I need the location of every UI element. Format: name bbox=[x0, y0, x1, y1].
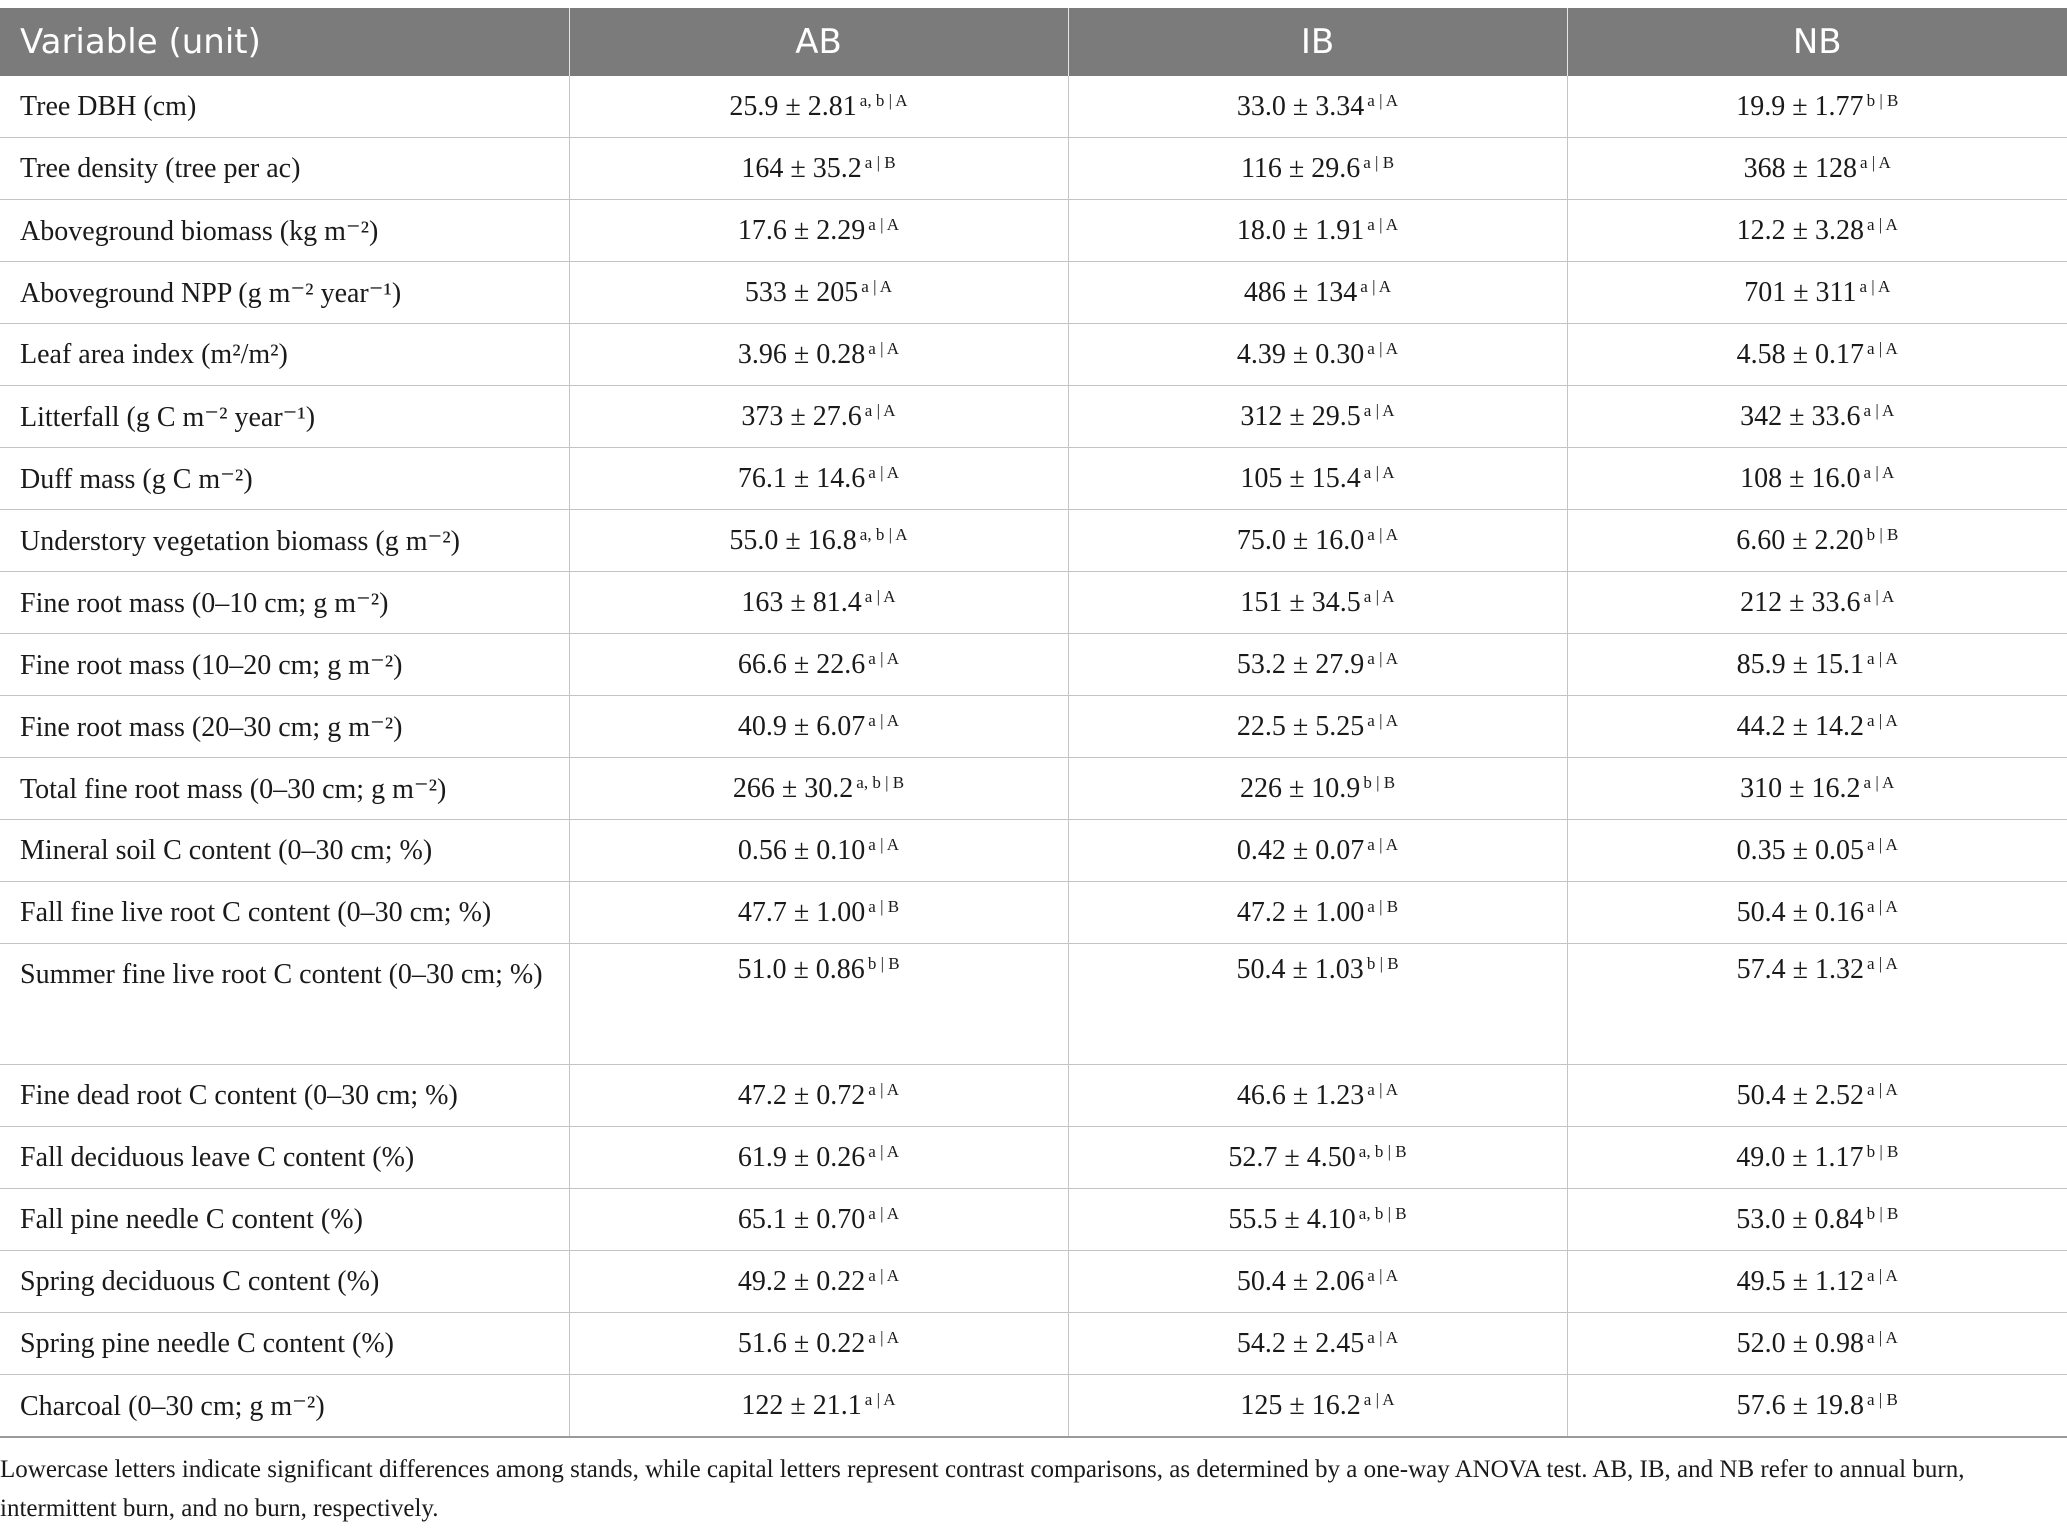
table-figure bbox=[0, 8, 2067, 1528]
significance-letters: a | A bbox=[868, 1327, 900, 1347]
cell-value: 49.0 ± 1.17 bbox=[1736, 1141, 1864, 1173]
cell-value: 4.58 ± 0.17 bbox=[1736, 338, 1865, 370]
significance-letters: a, b | A bbox=[859, 524, 908, 544]
table-row bbox=[0, 138, 2067, 200]
ib-cell bbox=[1068, 200, 1567, 262]
significance-letters: a | A bbox=[1859, 276, 1891, 296]
variable-cell: Summer fine live root C content (0–30 cm; %) bbox=[0, 944, 569, 1065]
table-row bbox=[0, 634, 2067, 696]
table-row bbox=[0, 1313, 2067, 1375]
ib-cell bbox=[1068, 76, 1567, 138]
variable-cell: Fall fine live root C content (0–30 cm; %) bbox=[0, 882, 569, 944]
ib-cell bbox=[1068, 882, 1567, 944]
ib-cell bbox=[1068, 448, 1567, 510]
significance-letters: a | A bbox=[1867, 1079, 1898, 1099]
cell-value: 52.0 ± 0.98 bbox=[1736, 1327, 1865, 1359]
ab-cell bbox=[569, 200, 1068, 262]
nb-cell bbox=[1567, 448, 2067, 510]
cell-value: 105 ± 15.4 bbox=[1240, 462, 1361, 494]
significance-letters: a | A bbox=[1367, 1327, 1399, 1347]
significance-letters: a | A bbox=[1367, 710, 1399, 730]
significance-letters: a | A bbox=[1367, 1265, 1399, 1285]
ib-cell bbox=[1068, 634, 1567, 696]
ib-cell bbox=[1068, 1189, 1567, 1251]
significance-letters: a | A bbox=[1863, 400, 1895, 420]
variable-cell: Tree density (tree per ac) bbox=[0, 138, 569, 200]
ib-cell bbox=[1068, 138, 1567, 200]
significance-letters: a | A bbox=[1363, 586, 1395, 606]
table-row bbox=[0, 758, 2067, 820]
significance-letters: a | A bbox=[1867, 1327, 1898, 1347]
nb-cell bbox=[1567, 1313, 2067, 1375]
table-row bbox=[0, 200, 2067, 262]
table-row bbox=[0, 76, 2067, 138]
variable-cell: Fall deciduous leave C content (%) bbox=[0, 1127, 569, 1189]
nb-cell bbox=[1567, 76, 2067, 138]
cell-value: 65.1 ± 0.70 bbox=[737, 1203, 866, 1235]
header-ib: IB bbox=[1068, 8, 1567, 76]
variable-cell: Aboveground NPP (g m⁻² year⁻¹) bbox=[0, 262, 569, 324]
table-row bbox=[0, 882, 2067, 944]
table-row bbox=[0, 448, 2067, 510]
cell-value: 53.0 ± 0.84 bbox=[1736, 1203, 1864, 1235]
significance-letters: a | A bbox=[1363, 1389, 1395, 1409]
ib-cell bbox=[1068, 1251, 1567, 1313]
ab-cell bbox=[569, 1251, 1068, 1313]
significance-letters: a, b | B bbox=[1358, 1203, 1407, 1223]
cell-value: 52.7 ± 4.50 bbox=[1228, 1141, 1356, 1173]
ib-cell bbox=[1068, 510, 1567, 572]
significance-letters: a | A bbox=[1867, 338, 1898, 358]
nb-cell bbox=[1567, 324, 2067, 386]
ab-cell bbox=[569, 1189, 1068, 1251]
variable-cell: Leaf area index (m²/m²) bbox=[0, 324, 569, 386]
significance-letters: a | A bbox=[1367, 90, 1399, 110]
ib-cell bbox=[1068, 386, 1567, 448]
nb-cell bbox=[1567, 138, 2067, 200]
nb-cell bbox=[1567, 386, 2067, 448]
nb-cell bbox=[1567, 262, 2067, 324]
significance-letters: a | A bbox=[1367, 648, 1399, 668]
ab-cell bbox=[569, 696, 1068, 758]
header-ab: AB bbox=[569, 8, 1068, 76]
variable-cell: Understory vegetation biomass (g m⁻²) bbox=[0, 510, 569, 572]
cell-value: 163 ± 81.4 bbox=[741, 586, 862, 618]
significance-letters: a | A bbox=[868, 1265, 900, 1285]
cell-value: 47.2 ± 1.00 bbox=[1236, 896, 1365, 928]
cell-value: 33.0 ± 3.34 bbox=[1236, 90, 1365, 122]
nb-cell bbox=[1567, 944, 2067, 1065]
cell-value: 50.4 ± 2.06 bbox=[1236, 1265, 1365, 1297]
table-row bbox=[0, 262, 2067, 324]
ab-cell bbox=[569, 262, 1068, 324]
cell-value: 368 ± 128 bbox=[1743, 152, 1858, 184]
cell-value: 49.2 ± 0.22 bbox=[737, 1265, 866, 1297]
significance-letters: b | B bbox=[1866, 524, 1899, 544]
significance-letters: a | A bbox=[1367, 1079, 1399, 1099]
significance-letters: a | B bbox=[868, 896, 900, 916]
variable-cell: Fine root mass (0–10 cm; g m⁻²) bbox=[0, 572, 569, 634]
significance-letters: a | A bbox=[1867, 648, 1898, 668]
nb-cell bbox=[1567, 820, 2067, 882]
ab-cell bbox=[569, 882, 1068, 944]
ab-cell bbox=[569, 634, 1068, 696]
variable-cell: Mineral soil C content (0–30 cm; %) bbox=[0, 820, 569, 882]
significance-letters: b | B bbox=[1866, 90, 1899, 110]
nb-cell bbox=[1567, 510, 2067, 572]
significance-letters: a | A bbox=[1363, 462, 1395, 482]
header-nb: NB bbox=[1567, 8, 2067, 76]
header-variable: Variable (unit) bbox=[0, 8, 569, 76]
significance-letters: a | A bbox=[868, 710, 900, 730]
ab-cell bbox=[569, 758, 1068, 820]
significance-letters: a | A bbox=[1360, 276, 1392, 296]
ab-cell bbox=[569, 76, 1068, 138]
cell-value: 85.9 ± 15.1 bbox=[1736, 648, 1865, 680]
significance-letters: a | A bbox=[1867, 214, 1898, 234]
cell-value: 312 ± 29.5 bbox=[1240, 400, 1361, 432]
table-header bbox=[0, 8, 2067, 76]
significance-letters: a | A bbox=[868, 1203, 900, 1223]
ab-cell bbox=[569, 1127, 1068, 1189]
cell-value: 57.6 ± 19.8 bbox=[1736, 1389, 1865, 1421]
cell-value: 46.6 ± 1.23 bbox=[1236, 1079, 1365, 1111]
cell-value: 49.5 ± 1.12 bbox=[1736, 1265, 1865, 1297]
significance-letters: a | A bbox=[861, 276, 893, 296]
cell-value: 57.4 ± 1.32 bbox=[1736, 954, 1865, 985]
significance-letters: a | A bbox=[868, 834, 900, 854]
ab-cell bbox=[569, 138, 1068, 200]
cell-value: 108 ± 16.0 bbox=[1740, 462, 1861, 494]
variable-cell: Total fine root mass (0–30 cm; g m⁻²) bbox=[0, 758, 569, 820]
table-footnote: Lowercase letters indicate significant differences among stands, while capital letters represent contrast comparisons, as determined by a one-way ANOVA test. AB, IB, and NB refer to annual burn, intermittent burn, and no burn, respectively. bbox=[0, 1456, 1965, 1522]
ab-cell bbox=[569, 510, 1068, 572]
cell-value: 25.9 ± 2.81 bbox=[729, 90, 857, 122]
significance-letters: a | A bbox=[868, 1141, 900, 1161]
significance-letters: b | B bbox=[1866, 1141, 1899, 1161]
significance-letters: a | A bbox=[864, 400, 896, 420]
ib-cell bbox=[1068, 324, 1567, 386]
ab-cell bbox=[569, 1375, 1068, 1438]
cell-value: 6.60 ± 2.20 bbox=[1736, 524, 1864, 556]
cell-value: 53.2 ± 27.9 bbox=[1236, 648, 1365, 680]
variable-cell: Aboveground biomass (kg m⁻²) bbox=[0, 200, 569, 262]
ib-cell bbox=[1068, 944, 1567, 1065]
cell-value: 3.96 ± 0.28 bbox=[737, 338, 866, 370]
cell-value: 0.35 ± 0.05 bbox=[1736, 834, 1865, 866]
cell-value: 266 ± 30.2 bbox=[732, 772, 854, 804]
cell-value: 50.4 ± 0.16 bbox=[1736, 896, 1865, 928]
ib-cell bbox=[1068, 1375, 1567, 1438]
significance-letters: a | A bbox=[1863, 462, 1895, 482]
cell-value: 51.6 ± 0.22 bbox=[737, 1327, 866, 1359]
cell-value: 50.4 ± 1.03 bbox=[1236, 954, 1364, 985]
significance-letters: a | A bbox=[868, 462, 900, 482]
significance-letters: a | B bbox=[1867, 1389, 1898, 1409]
cell-value: 342 ± 33.6 bbox=[1740, 400, 1861, 432]
significance-letters: a | A bbox=[1860, 152, 1891, 172]
nb-cell bbox=[1567, 572, 2067, 634]
ab-cell bbox=[569, 820, 1068, 882]
variable-cell: Duff mass (g C m⁻²) bbox=[0, 448, 569, 510]
significance-letters: a | B bbox=[864, 152, 896, 172]
significance-letters: a | A bbox=[1367, 524, 1399, 544]
cell-value: 151 ± 34.5 bbox=[1240, 586, 1361, 618]
significance-letters: a | A bbox=[1367, 214, 1399, 234]
variable-cell: Tree DBH (cm) bbox=[0, 76, 569, 138]
cell-value: 54.2 ± 2.45 bbox=[1236, 1327, 1365, 1359]
ab-cell bbox=[569, 944, 1068, 1065]
significance-letters: a | A bbox=[1367, 834, 1399, 854]
cell-value: 44.2 ± 14.2 bbox=[1736, 710, 1865, 742]
cell-value: 122 ± 21.1 bbox=[741, 1389, 862, 1421]
significance-letters: a | B bbox=[1367, 896, 1399, 916]
table-body bbox=[0, 76, 2067, 1437]
cell-value: 12.2 ± 3.28 bbox=[1736, 214, 1865, 246]
nb-cell bbox=[1567, 1189, 2067, 1251]
significance-letters: a, b | A bbox=[859, 90, 908, 110]
cell-value: 310 ± 16.2 bbox=[1740, 772, 1861, 804]
cell-value: 50.4 ± 2.52 bbox=[1736, 1079, 1865, 1111]
significance-letters: a | A bbox=[1863, 586, 1895, 606]
cell-value: 47.7 ± 1.00 bbox=[737, 896, 866, 928]
significance-letters: a | A bbox=[1867, 896, 1898, 916]
cell-value: 116 ± 29.6 bbox=[1240, 152, 1361, 184]
table-row bbox=[0, 324, 2067, 386]
significance-letters: a | B bbox=[1363, 152, 1395, 172]
table-row bbox=[0, 944, 2067, 1065]
significance-letters: a | A bbox=[1363, 400, 1395, 420]
significance-letters: b | B bbox=[1363, 772, 1396, 792]
ib-cell bbox=[1068, 262, 1567, 324]
significance-letters: a | A bbox=[1867, 954, 1898, 973]
table-row bbox=[0, 1189, 2067, 1251]
significance-letters: a | A bbox=[868, 338, 900, 358]
ib-cell bbox=[1068, 572, 1567, 634]
cell-value: 125 ± 16.2 bbox=[1240, 1389, 1361, 1421]
significance-letters: b | B bbox=[867, 954, 900, 973]
table-row bbox=[0, 1127, 2067, 1189]
nb-cell bbox=[1567, 758, 2067, 820]
table-row bbox=[0, 1065, 2067, 1127]
table-row bbox=[0, 1375, 2067, 1438]
variable-cell: Spring pine needle C content (%) bbox=[0, 1313, 569, 1375]
cell-value: 4.39 ± 0.30 bbox=[1236, 338, 1365, 370]
significance-letters: a | A bbox=[1367, 338, 1399, 358]
variable-cell: Charcoal (0–30 cm; g m⁻²) bbox=[0, 1375, 569, 1438]
cell-value: 17.6 ± 2.29 bbox=[737, 214, 866, 246]
table-row bbox=[0, 386, 2067, 448]
cell-value: 533 ± 205 bbox=[744, 276, 859, 308]
cell-value: 75.0 ± 16.0 bbox=[1236, 524, 1365, 556]
nb-cell bbox=[1567, 634, 2067, 696]
significance-letters: a | A bbox=[864, 586, 896, 606]
variable-cell: Fine dead root C content (0–30 cm; %) bbox=[0, 1065, 569, 1127]
nb-cell bbox=[1567, 1375, 2067, 1438]
cell-value: 55.5 ± 4.10 bbox=[1228, 1203, 1356, 1235]
cell-value: 76.1 ± 14.6 bbox=[737, 462, 866, 494]
cell-value: 66.6 ± 22.6 bbox=[737, 648, 866, 680]
cell-value: 212 ± 33.6 bbox=[1740, 586, 1861, 618]
variable-cell: Spring deciduous C content (%) bbox=[0, 1251, 569, 1313]
nb-cell bbox=[1567, 1065, 2067, 1127]
ib-cell bbox=[1068, 1065, 1567, 1127]
table-row bbox=[0, 696, 2067, 758]
cell-value: 486 ± 134 bbox=[1243, 276, 1358, 308]
ab-cell bbox=[569, 386, 1068, 448]
cell-value: 61.9 ± 0.26 bbox=[737, 1141, 866, 1173]
cell-value: 55.0 ± 16.8 bbox=[729, 524, 857, 556]
header-row bbox=[0, 8, 2067, 76]
table-row bbox=[0, 820, 2067, 882]
table-row bbox=[0, 572, 2067, 634]
significance-letters: b | B bbox=[1866, 1203, 1899, 1223]
cell-value: 701 ± 311 bbox=[1744, 276, 1857, 308]
cell-value: 373 ± 27.6 bbox=[741, 400, 862, 432]
significance-letters: a, b | B bbox=[1358, 1141, 1407, 1161]
cell-value: 18.0 ± 1.91 bbox=[1236, 214, 1365, 246]
significance-letters: a | A bbox=[1867, 710, 1898, 730]
variable-cell: Fine root mass (10–20 cm; g m⁻²) bbox=[0, 634, 569, 696]
nb-cell bbox=[1567, 200, 2067, 262]
ib-cell bbox=[1068, 696, 1567, 758]
table-row bbox=[0, 1251, 2067, 1313]
nb-cell bbox=[1567, 882, 2067, 944]
cell-value: 0.42 ± 0.07 bbox=[1236, 834, 1365, 866]
significance-letters: b | B bbox=[1366, 954, 1399, 973]
table-row bbox=[0, 510, 2067, 572]
significance-letters: a | A bbox=[868, 214, 900, 234]
cell-value: 19.9 ± 1.77 bbox=[1736, 90, 1864, 122]
data-table bbox=[0, 8, 2067, 1438]
nb-cell bbox=[1567, 1251, 2067, 1313]
ab-cell bbox=[569, 1313, 1068, 1375]
cell-value: 47.2 ± 0.72 bbox=[737, 1079, 866, 1111]
cell-value: 22.5 ± 5.25 bbox=[1236, 710, 1365, 742]
significance-letters: a | A bbox=[1863, 772, 1895, 792]
significance-letters: a, b | B bbox=[856, 772, 905, 792]
cell-value: 51.0 ± 0.86 bbox=[737, 954, 865, 985]
significance-letters: a | A bbox=[868, 648, 900, 668]
ab-cell bbox=[569, 448, 1068, 510]
cell-value: 164 ± 35.2 bbox=[741, 152, 862, 184]
variable-cell: Fall pine needle C content (%) bbox=[0, 1189, 569, 1251]
ab-cell bbox=[569, 324, 1068, 386]
significance-letters: a | A bbox=[1867, 1265, 1898, 1285]
significance-letters: a | A bbox=[864, 1389, 896, 1409]
ib-cell bbox=[1068, 820, 1567, 882]
ib-cell bbox=[1068, 1127, 1567, 1189]
ib-cell bbox=[1068, 1313, 1567, 1375]
ib-cell bbox=[1068, 758, 1567, 820]
variable-cell: Fine root mass (20–30 cm; g m⁻²) bbox=[0, 696, 569, 758]
significance-letters: a | A bbox=[1867, 834, 1898, 854]
significance-letters: a | A bbox=[868, 1079, 900, 1099]
ab-cell bbox=[569, 572, 1068, 634]
cell-value: 226 ± 10.9 bbox=[1239, 772, 1361, 804]
cell-value: 40.9 ± 6.07 bbox=[737, 710, 866, 742]
nb-cell bbox=[1567, 1127, 2067, 1189]
cell-value: 0.56 ± 0.10 bbox=[737, 834, 866, 866]
variable-cell: Litterfall (g C m⁻² year⁻¹) bbox=[0, 386, 569, 448]
nb-cell bbox=[1567, 696, 2067, 758]
ab-cell bbox=[569, 1065, 1068, 1127]
